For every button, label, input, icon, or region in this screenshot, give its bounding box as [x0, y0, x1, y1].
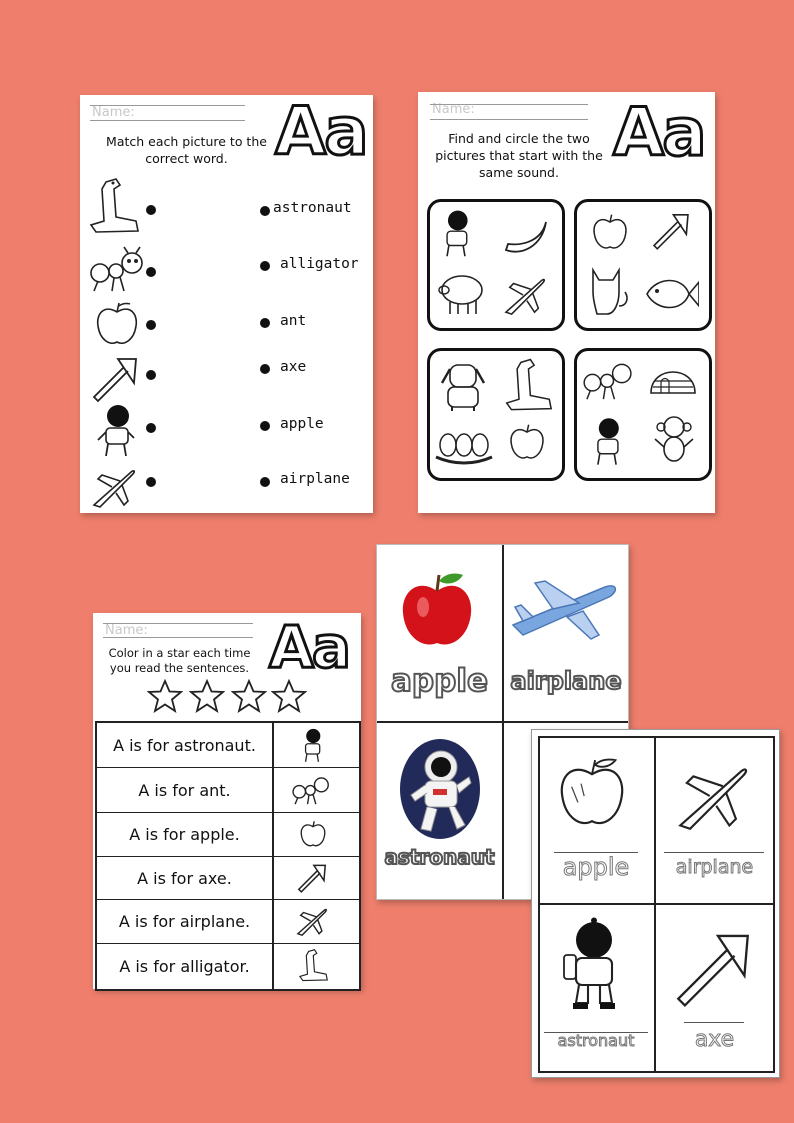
- sentence-text: A is for axe.: [97, 857, 274, 899]
- match-word: airplane: [280, 471, 350, 487]
- match-dot[interactable]: [260, 477, 270, 487]
- name-label: Name:: [105, 623, 148, 638]
- matching-worksheet: [80, 95, 373, 513]
- sentence-text: A is for apple.: [97, 813, 274, 856]
- apple-icon[interactable]: [508, 421, 546, 463]
- ant-icon: [291, 772, 331, 806]
- match-dot[interactable]: [146, 370, 156, 380]
- match-word: astronaut: [273, 200, 352, 216]
- name-rule: [90, 120, 245, 121]
- sentence-worksheet: [93, 613, 361, 989]
- name-rule: [90, 105, 245, 106]
- match-dot[interactable]: [146, 267, 156, 277]
- trace-word: axe: [694, 1027, 735, 1052]
- alligator-icon: [86, 177, 141, 237]
- alligator-icon[interactable]: [502, 357, 554, 415]
- astronaut-icon[interactable]: [436, 208, 476, 258]
- name-label: Name:: [432, 102, 475, 117]
- match-dot[interactable]: [146, 423, 156, 433]
- letter-title: Aa: [613, 94, 705, 171]
- airplane-icon: [509, 573, 621, 643]
- apple-icon: [94, 300, 140, 348]
- table-row: [97, 768, 359, 813]
- card-label: airplane: [510, 667, 622, 695]
- monkey-icon[interactable]: [651, 413, 697, 467]
- table-row: [97, 900, 359, 944]
- match-word: alligator: [280, 256, 359, 272]
- picture-box: [574, 348, 712, 481]
- ant-icon: [88, 245, 146, 293]
- airplane-icon: [672, 760, 754, 832]
- ant-icon[interactable]: [581, 357, 635, 401]
- match-dot[interactable]: [260, 421, 270, 431]
- trace-word: apple: [562, 853, 630, 881]
- match-word: axe: [280, 359, 307, 375]
- picture-box: [427, 199, 565, 331]
- star-icon[interactable]: [147, 679, 183, 713]
- sentence-text: A is for ant.: [97, 768, 274, 812]
- match-word: apple: [280, 416, 324, 432]
- table-row: [97, 723, 359, 768]
- tracing-cards-sheet: [531, 729, 780, 1078]
- card-label: apple: [391, 663, 488, 699]
- dog-icon[interactable]: [438, 359, 488, 413]
- axe-icon: [295, 861, 329, 895]
- table-row: [97, 944, 359, 989]
- axe-icon[interactable]: [649, 210, 693, 252]
- igloo-icon[interactable]: [647, 361, 699, 395]
- banana-icon[interactable]: [502, 216, 550, 256]
- star-icon[interactable]: [189, 679, 225, 713]
- instruction: Find and circle the two pictures that start with the same sound.: [435, 131, 603, 180]
- match-dot[interactable]: [260, 206, 270, 216]
- match-dot[interactable]: [146, 205, 156, 215]
- sentence-text: A is for alligator.: [97, 944, 274, 989]
- astronaut-icon: [558, 916, 624, 1012]
- axe-icon: [88, 353, 142, 405]
- table-row: [97, 813, 359, 857]
- letter-title: Aa: [275, 93, 367, 170]
- match-dot[interactable]: [260, 318, 270, 328]
- pig-icon[interactable]: [434, 268, 488, 316]
- astronaut-icon: [397, 737, 483, 841]
- apple-icon: [299, 819, 327, 849]
- match-dot[interactable]: [146, 320, 156, 330]
- airplane-icon[interactable]: [502, 274, 548, 316]
- alligator-icon: [297, 947, 329, 985]
- star-icon[interactable]: [231, 679, 267, 713]
- axe-icon: [668, 926, 758, 1012]
- cat-icon[interactable]: [585, 262, 631, 318]
- fish-icon[interactable]: [643, 274, 699, 314]
- card-label: astronaut: [384, 845, 495, 869]
- instruction: Color in a star each time you read the sentences.: [108, 646, 251, 675]
- card-divider: [377, 721, 628, 723]
- name-rule: [103, 623, 253, 624]
- name-rule: [430, 104, 588, 105]
- airplane-icon: [90, 465, 138, 509]
- astronaut-icon[interactable]: [587, 415, 627, 467]
- name-rule: [430, 119, 588, 120]
- sentence-text: A is for astronaut.: [97, 723, 274, 767]
- picture-box: [427, 348, 565, 481]
- same-sound-worksheet: [418, 92, 715, 513]
- astronaut-icon: [94, 402, 138, 458]
- card-divider: [538, 903, 773, 905]
- trace-word: astronaut: [557, 1031, 635, 1050]
- name-rule: [103, 637, 253, 638]
- star-icon[interactable]: [271, 679, 307, 713]
- apple-icon[interactable]: [591, 212, 629, 252]
- astronaut-icon: [297, 727, 327, 763]
- sentence-table: [95, 721, 361, 991]
- airplane-icon: [295, 905, 329, 937]
- match-dot[interactable]: [260, 261, 270, 271]
- apple-icon: [556, 754, 628, 832]
- match-dot[interactable]: [146, 477, 156, 487]
- letter-title: Aa: [269, 613, 350, 681]
- trace-rule: [684, 1022, 744, 1023]
- sentence-text: A is for airplane.: [97, 900, 274, 943]
- name-label: Name:: [92, 105, 135, 120]
- trace-word: airplane: [675, 856, 754, 878]
- match-word: ant: [280, 313, 307, 329]
- match-dot[interactable]: [260, 364, 270, 374]
- apple-icon: [399, 569, 475, 651]
- table-row: [97, 857, 359, 900]
- trace-rule: [664, 852, 764, 853]
- eggs-icon[interactable]: [434, 425, 494, 465]
- instruction: Match each picture to the correct word.: [106, 134, 267, 166]
- picture-box: [574, 199, 712, 331]
